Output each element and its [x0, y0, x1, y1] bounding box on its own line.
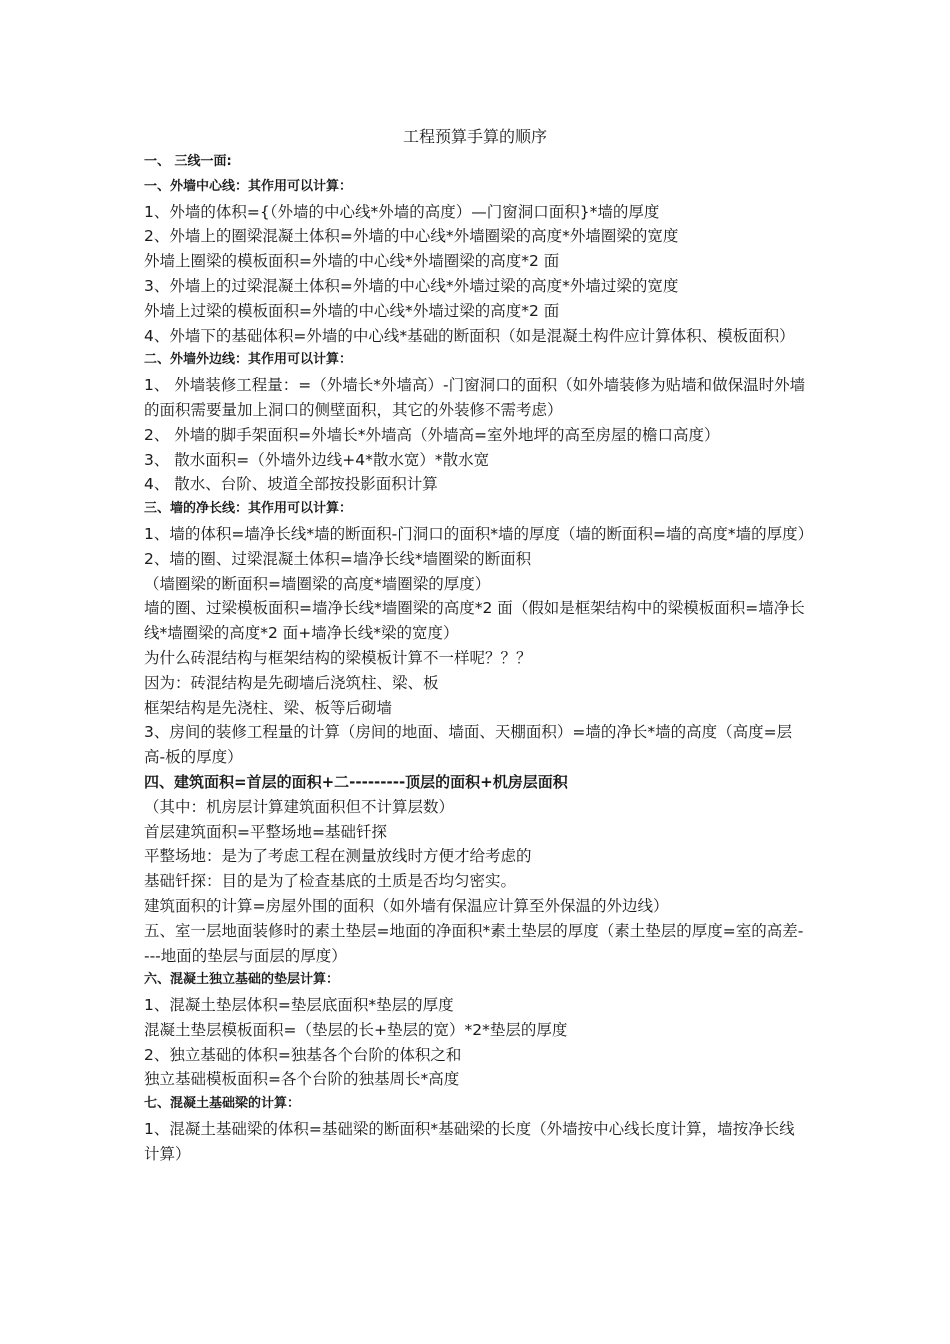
- text-line: 2、外墙上的圈梁混凝土体积=外墙的中心线*外墙圈梁的高度*外墙圈梁的宽度: [144, 227, 679, 246]
- text-line: （其中：机房层计算建筑面积但不计算层数）: [144, 797, 455, 816]
- document-title: 工程预算手算的顺序: [402, 127, 547, 146]
- text-line: 3、 散水面积=（外墙外边线+4*散水宽）*散水宽: [144, 450, 490, 469]
- document-page: [144, 126, 814, 1167]
- text-line: 平整场地：是为了考虑工程在测量放线时方便才给考虑的: [144, 847, 532, 866]
- text-line: 4、外墙下的基础体积=外墙的中心线*基础的断面积（如是混凝土构件应计算体积、模板面积）: [144, 326, 795, 345]
- text-line: 1、混凝土垫层体积=垫层底面积*垫层的厚度: [144, 996, 454, 1015]
- text-line: 1、 外墙装修工程量：=（外墙长*外墙高）-门窗洞口的面积（如外墙装修为贴墙和做保温时外墙的面积需要量加上洞口的侧壁面积，其它的外装修不需考虑）: [144, 376, 806, 419]
- text-line: 框架结构是先浇柱、梁、板等后砌墙: [144, 698, 393, 717]
- text-line: 因为：砖混结构是先砌墙后浇筑柱、梁、板: [144, 673, 439, 692]
- text-line: 2、墙的圈、过梁混凝土体积=墙净长线*墙圈梁的断面积: [144, 549, 532, 568]
- section-heading: 六、混凝土独立基础的垫层计算：: [144, 972, 340, 988]
- text-line: 2、独立基础的体积=独基各个台阶的体积之和: [144, 1045, 462, 1064]
- text-line: 混凝土垫层模板面积=（垫层的长+垫层的宽）*2*垫层的厚度: [144, 1020, 568, 1039]
- section-heading: 一、外墙中心线：其作用可以计算：: [144, 178, 353, 194]
- text-line: 2、 外墙的脚手架面积=外墙长*外墙高（外墙高=室外地坪的高至房屋的檐口高度）: [144, 425, 720, 444]
- text-line: 首层建筑面积=平整场地=基础钎探: [144, 822, 387, 841]
- text-line: 墙的圈、过梁模板面积=墙净长线*墙圈梁的高度*2 面（假如是框架结构中的梁模板面积=墙净长线*墙圈梁的高度*2 面+墙净长线*梁的宽度）: [144, 599, 805, 643]
- text-line: 外墙上圈梁的模板面积=外墙的中心线*外墙圈梁的高度*2 面: [144, 252, 560, 271]
- text-line: 基础钎探：目的是为了检查基底的土质是否均匀密实。: [144, 872, 517, 891]
- text-line: 外墙上过梁的模板面积=外墙的中心线*外墙过梁的高度*2 面: [144, 301, 560, 320]
- text-line: 为什么砖混结构与框架结构的梁模板计算不一样呢？？？: [144, 648, 532, 667]
- section-heading: 二、外墙外边线：其作用可以计算：: [144, 352, 353, 368]
- text-line: （墙圈梁的断面积=墙圈梁的高度*墙圈梁的厚度）: [144, 574, 491, 593]
- section-heading: 三、墙的净长线：其作用可以计算：: [144, 501, 353, 517]
- section-heading: 七、混凝土基础梁的计算：: [144, 1096, 301, 1112]
- text-line: 3、房间的装修工程量的计算（房间的地面、墙面、天棚面积）=墙的净长*墙的高度（高度=层高-板的厚度）: [144, 723, 793, 767]
- text-line: 4、 散水、台阶、坡道全部按投影面积计算: [144, 475, 438, 494]
- text-line: 1、墙的体积=墙净长线*墙的断面积-门洞口的面积*墙的厚度（墙的断面积=墙的高度*墙的厚度）: [144, 524, 814, 543]
- text-line: 建筑面积的计算=房屋外围的面积（如外墙有保温应计算至外保温的外边线）: [144, 896, 669, 915]
- text-line: 1、外墙的体积={（外墙的中心线*外墙的高度）—门窗洞口面积}*墙的厚度: [144, 202, 660, 221]
- section-heading: 四、建筑面积=首层的面积+二---------顶层的面积+机房层面积: [144, 772, 568, 791]
- text-line: 3、外墙上的过梁混凝土体积=外墙的中心线*外墙过梁的高度*外墙过梁的宽度: [144, 276, 679, 295]
- section-heading: 一、 三线一面:: [144, 154, 232, 169]
- text-line: 1、混凝土基础梁的体积=基础梁的断面积*基础梁的长度（外墙按中心线长度计算，墙按净长线计算）: [144, 1120, 795, 1163]
- document-body: [144, 150, 814, 1167]
- text-line: 五、室一层地面装修时的素土垫层=地面的净面积*素土垫层的厚度（素土垫层的厚度=室的高差----地面的垫层与面层的厚度）: [144, 921, 804, 965]
- text-line: 独立基础模板面积=各个台阶的独基周长*高度: [144, 1070, 460, 1089]
